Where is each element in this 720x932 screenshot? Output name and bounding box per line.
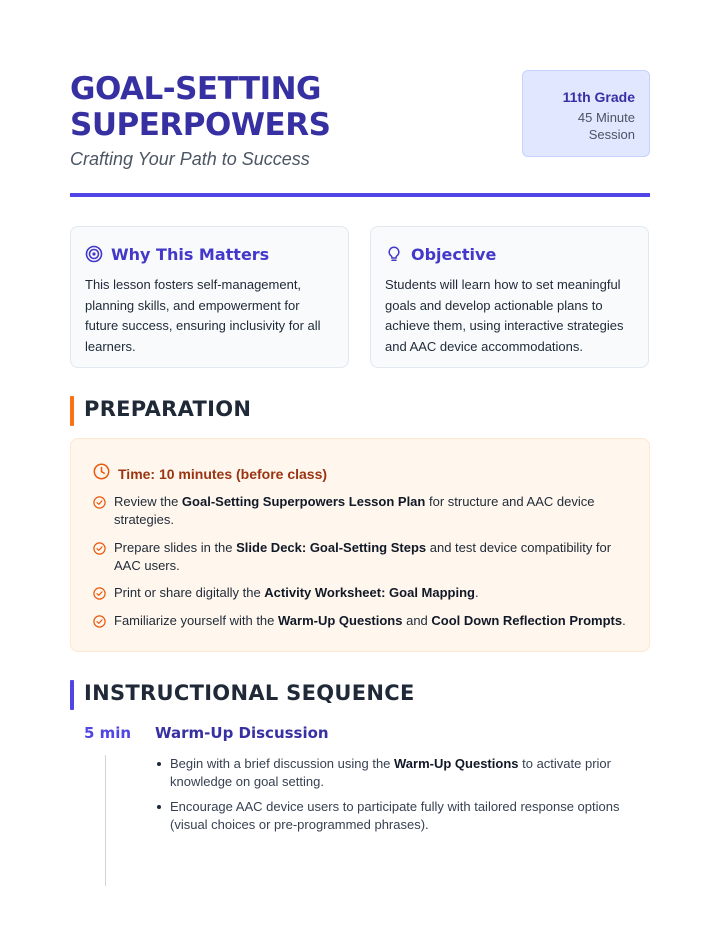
preparation-heading [70,396,650,426]
step-list [154,755,644,841]
preparation-box [70,438,650,652]
grade-label: 11th Grade [562,89,635,105]
prep-item [93,539,633,575]
session-line-2: Session [588,127,635,142]
step-item-text: Begin with a brief discussion using the Warm-Up Questions to activate prior knowledge on goal setting. [170,756,611,789]
card-title: Objective [411,244,497,264]
prep-item [93,612,633,630]
step-duration: 5 min [84,724,132,742]
step-item-text: Encourage AAC device users to participate fully with tailored response options (visual choices or pre-programmed phrases). [170,799,620,832]
card-body: This lesson fosters self-management, planning skills, and empowerment for future success, ensuring inclusivity for all learners. [85,277,321,354]
target-icon [85,245,103,263]
page-title: GOAL-SETTING SUPERPOWERS [70,71,331,143]
bullet [157,762,161,766]
section-accent-bar [70,396,74,426]
prep-item [93,493,633,529]
why-this-matters-card [70,226,349,368]
prep-time-label: Time: 10 minutes (before class) [118,466,328,482]
prep-item-text: Review the Goal-Setting Superpowers Lesson Plan for structure and AAC device strategies. [114,494,595,527]
session-line-1: 45 Minute [577,110,635,125]
lightbulb-icon [385,245,403,263]
step-list-item [154,755,644,791]
prep-item-text: Familiarize yourself with the Warm-Up Questions and Cool Down Reflection Prompts. [114,613,626,628]
step-list-item [154,798,644,834]
card-title: Why This Matters [111,244,270,264]
prep-item-text: Print or share digitally the Activity Worksheet: Goal Mapping. [114,585,479,600]
prep-item [93,584,633,602]
page-subtitle: Crafting Your Path to Success [70,149,310,169]
header-divider [70,193,650,197]
info-cards [70,226,650,368]
check-circle-icon [93,542,106,555]
grade-badge [522,70,650,157]
session-length [523,109,635,143]
step-title: Warm-Up Discussion [155,724,329,742]
prep-time [93,463,327,485]
section-title: PREPARATION [84,397,252,421]
clock-icon [93,463,110,485]
instructional-sequence-heading [70,680,650,710]
prep-item-text: Prepare slides in the Slide Deck: Goal-Setting Steps and test device compatibility for AAC users. [114,540,612,573]
section-accent-bar [70,680,74,710]
header [70,0,650,200]
objective-card [370,226,649,368]
timeline-line [105,755,106,886]
lesson-plan-page [70,0,650,832]
card-body: Students will learn how to set meaningful goals and develop actionable plans to achieve them, using interactive strategies and AAC device accommodations. [385,277,624,354]
check-circle-icon [93,615,106,628]
check-circle-icon [93,496,106,509]
bullet [157,805,161,809]
check-circle-icon [93,587,106,600]
section-title: INSTRUCTIONAL SEQUENCE [84,681,415,705]
